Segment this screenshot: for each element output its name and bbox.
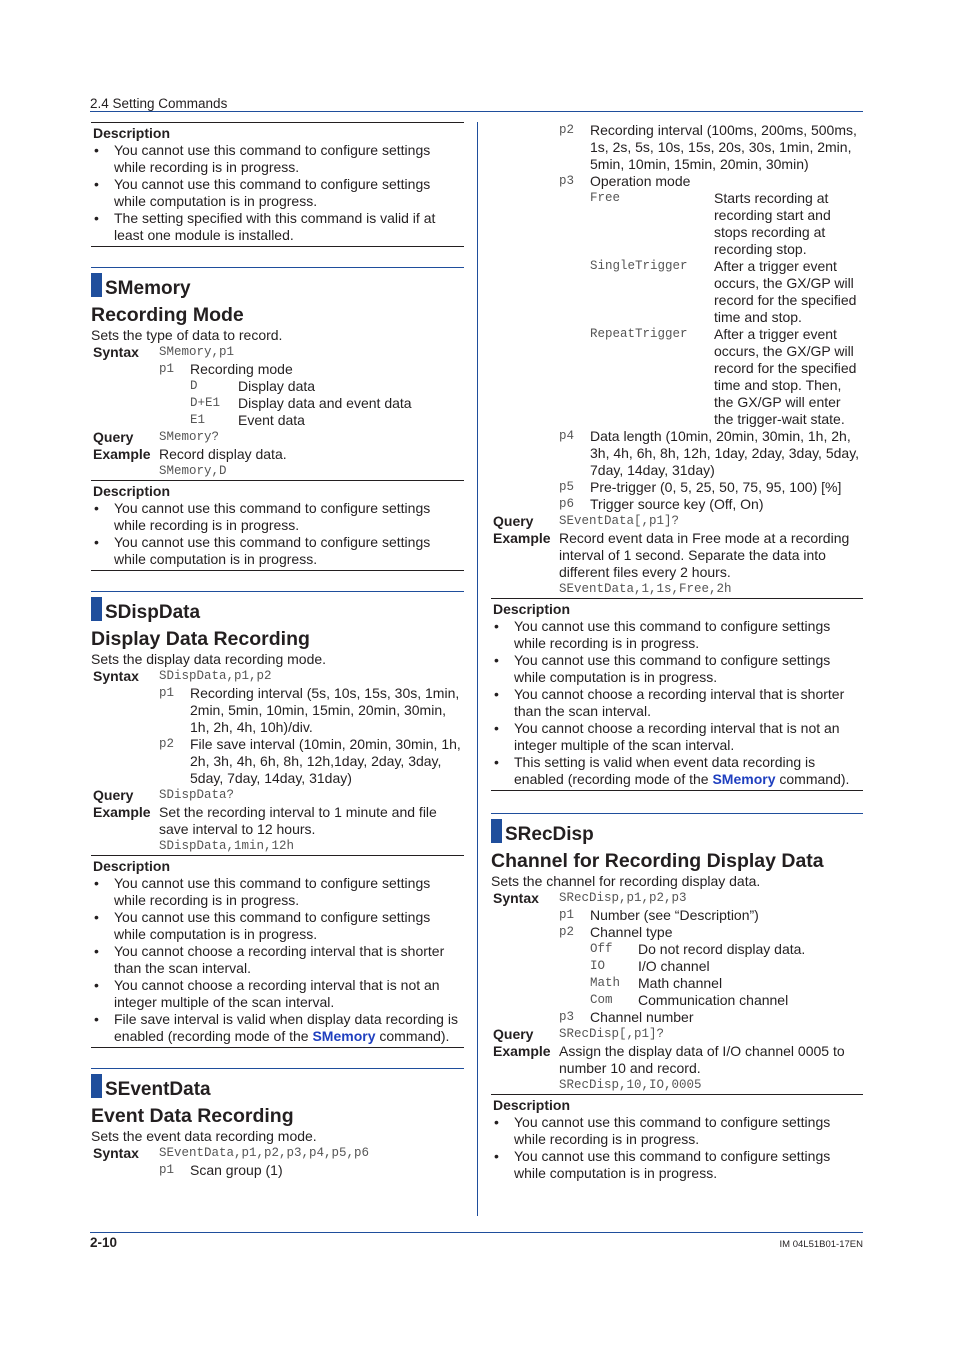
syntax-label: Syntax — [93, 1145, 139, 1161]
footer-rule — [90, 1232, 863, 1233]
list-item: • You cannot choose a recording interval that is not an integer multiple of the scan interval. — [493, 720, 863, 754]
example-label: Example — [493, 1043, 551, 1059]
example-code: SDispData,1min,12h — [159, 839, 295, 853]
list-item — [493, 754, 863, 788]
example-code: SRecDisp,10,IO,0005 — [559, 1078, 702, 1092]
description-heading: Description — [93, 483, 171, 499]
param-row — [491, 122, 863, 173]
intro-text: Sets the event data recording mode. — [91, 1128, 317, 1144]
option-key: Free — [590, 191, 621, 205]
param-row — [491, 173, 863, 190]
example-row — [91, 804, 464, 838]
option-key: Com — [590, 993, 613, 1007]
list-item: • You cannot use this command to configure settings while recording is in progress. — [93, 142, 464, 176]
param-row — [491, 496, 863, 513]
list-item: • You cannot use this command to configure settings while computation is in progress. — [93, 176, 464, 210]
param-row — [91, 1162, 464, 1179]
param-key: p6 — [559, 497, 575, 511]
param-text: Scan group (1) — [190, 1162, 283, 1178]
column-separator — [477, 122, 478, 1216]
query-row — [91, 787, 464, 804]
command-name: SRecDisp — [505, 824, 594, 845]
option-text: Starts recording at recording start and stops recording at recording stop. — [714, 190, 831, 257]
option-key: D+E1 — [190, 396, 221, 410]
top-description — [91, 122, 464, 247]
option-text: I/O channel — [638, 958, 710, 974]
description-heading: Description — [93, 125, 171, 141]
heading-bar — [91, 273, 102, 297]
list-item: • You cannot choose a recording interval that is shorter than the scan interval. — [93, 943, 464, 977]
desc-text: This setting is valid when event data recording is enabled (recording mode of the — [514, 754, 816, 787]
list-item: • You cannot use this command to configure settings while recording is in progress. — [93, 500, 464, 534]
param-text: Recording interval (5s, 10s, 15s, 30s, 1min, 2min, 5min, 10min, 15min, 20min, 30min, 1h, 2h, 4h, 10h)/div. — [190, 685, 460, 735]
param-key: p3 — [559, 1010, 575, 1024]
syntax-row — [91, 1145, 464, 1162]
param-text: Channel type — [590, 924, 673, 940]
list-item: • You cannot choose a recording interval that is not an integer multiple of the scan interval. — [93, 977, 464, 1011]
param-key: p3 — [559, 174, 575, 188]
description-list — [493, 618, 863, 788]
option-text: After a trigger event occurs, the GX/GP will record for the specified time and stop. Then, the GX/GP will enter the trigger-wait state. — [714, 326, 857, 427]
param-text: Pre-trigger (0, 5, 25, 50, 75, 95, 100) [%] — [590, 479, 842, 495]
option-row — [491, 326, 863, 428]
param-text: Operation mode — [590, 173, 691, 189]
query-row — [491, 1026, 863, 1043]
description-seventdata — [491, 598, 863, 791]
desc-text: command). — [375, 1028, 450, 1044]
option-row — [491, 190, 863, 258]
description-smemory — [91, 480, 464, 571]
list-item: • You cannot use this command to configure settings while computation is in progress. — [493, 1148, 863, 1182]
example-row — [491, 1043, 863, 1077]
param-text: Channel number — [590, 1009, 694, 1025]
option-row — [491, 258, 863, 326]
example-text: Set the recording interval to 1 minute and file save interval to 12 hours. — [159, 804, 437, 837]
example-code: SEventData,1,1s,Free,2h — [559, 582, 732, 596]
param-text: File save interval (10min, 20min, 30min, 1h, 2h, 3h, 4h, 6h, 8h, 12h,1day, 2day, 3day, 5day, 7day, 14day, 31day) — [190, 736, 461, 786]
param-row — [91, 361, 464, 378]
query-label: Query — [93, 787, 134, 803]
option-key: D — [190, 379, 198, 393]
param-row — [491, 428, 863, 479]
query-label: Query — [493, 1026, 534, 1042]
param-row — [491, 1009, 863, 1026]
example-text: Record display data. — [159, 446, 287, 462]
option-key: IO — [590, 959, 606, 973]
command-heading-sdispdata — [91, 591, 464, 621]
heading-bar — [91, 1074, 102, 1098]
intro-text: Sets the display data recording mode. — [91, 651, 327, 667]
query-code: SRecDisp[,p1]? — [559, 1027, 665, 1041]
param-text: Recording interval (100ms, 200ms, 500ms, 1s, 2s, 5s, 10s, 15s, 20s, 30s, 1min, 2min, 5min, 10min, 15min, 20min, 30min) — [590, 122, 857, 172]
option-row — [91, 378, 464, 395]
example-row — [491, 530, 863, 581]
example-row — [91, 446, 464, 463]
example-code: SMemory,D — [159, 464, 227, 478]
example-label: Example — [93, 446, 151, 462]
example-text: Assign the display data of I/O channel 0005 to number 10 and record. — [559, 1043, 845, 1076]
function-title: Recording Mode — [91, 304, 244, 326]
param-key: p5 — [559, 480, 575, 494]
option-text: After a trigger event occurs, the GX/GP will record for the specified time and stop. — [714, 258, 857, 325]
option-row — [491, 958, 863, 975]
option-row — [91, 395, 464, 412]
description-list — [93, 500, 464, 568]
function-title: Display Data Recording — [91, 628, 310, 650]
param-key: p2 — [559, 925, 575, 939]
syntax-row — [91, 344, 464, 361]
param-key: p1 — [559, 908, 575, 922]
command-heading-srecdisp — [491, 813, 863, 843]
query-code: SEventData[,p1]? — [559, 514, 680, 528]
description-heading: Description — [493, 601, 571, 617]
heading-bar — [91, 597, 102, 621]
option-row — [491, 992, 863, 1009]
smemory-link[interactable]: SMemory — [712, 771, 776, 787]
command-name: SEventData — [105, 1079, 211, 1100]
param-key: p2 — [159, 737, 175, 751]
example-label: Example — [493, 530, 551, 546]
option-text: Event data — [238, 412, 305, 428]
option-key: Off — [590, 942, 613, 956]
syntax-row — [91, 668, 464, 685]
list-item: • You cannot use this command to configure settings while computation is in progress. — [493, 652, 863, 686]
command-name: SMemory — [105, 278, 191, 299]
intro-text: Sets the channel for recording display data. — [491, 873, 761, 889]
option-text: Do not record display data. — [638, 941, 806, 957]
description-heading: Description — [93, 858, 171, 874]
command-name: SDispData — [105, 602, 201, 623]
example-label: Example — [93, 804, 151, 820]
right-column — [491, 122, 863, 1184]
query-row — [491, 513, 863, 530]
option-key: E1 — [190, 413, 206, 427]
option-key: Math — [590, 976, 621, 990]
option-text: Display data and event data — [238, 395, 412, 411]
param-key: p1 — [159, 686, 175, 700]
param-key: p2 — [559, 123, 575, 137]
param-text: Number (see “Description”) — [590, 907, 759, 923]
option-row — [91, 412, 464, 429]
example-text: Record event data in Free mode at a recording interval of 1 second. Separate the data into different files every 2 hours. — [559, 530, 850, 580]
syntax-row — [491, 890, 863, 907]
list-item: • You cannot use this command to configure settings while recording is in progress. — [93, 875, 464, 909]
option-text: Display data — [238, 378, 316, 394]
desc-text: File save interval is valid when display data recording is enabled (recording mode of the — [114, 1011, 458, 1044]
option-text: Math channel — [638, 975, 723, 991]
description-list — [493, 1114, 863, 1182]
syntax-code: SEventData,p1,p2,p3,p4,p5,p6 — [159, 1146, 370, 1160]
heading-bar — [491, 819, 502, 843]
query-row — [91, 429, 464, 446]
description-list — [93, 875, 464, 1045]
syntax-code: SDispData,p1,p2 — [159, 669, 272, 683]
syntax-label: Syntax — [93, 668, 139, 684]
list-item: • You cannot choose a recording interval that is shorter than the scan interval. — [493, 686, 863, 720]
list-item: • You cannot use this command to configure settings while computation is in progress. — [93, 534, 464, 568]
function-title: Event Data Recording — [91, 1105, 294, 1127]
param-key: p1 — [159, 362, 175, 376]
description-list — [93, 142, 464, 244]
option-row — [491, 975, 863, 992]
query-code: SMemory? — [159, 430, 220, 444]
param-row — [491, 924, 863, 941]
desc-text: command). — [775, 771, 850, 787]
query-label: Query — [93, 429, 134, 445]
query-code: SDispData? — [159, 788, 235, 802]
param-key: p4 — [559, 429, 575, 443]
option-key: RepeatTrigger — [590, 327, 688, 341]
param-text: Trigger source key (Off, On) — [590, 496, 764, 512]
list-item: • The setting specified with this command is valid if at least one module is installed. — [93, 210, 464, 244]
param-row — [91, 685, 464, 736]
param-row — [491, 907, 863, 924]
option-text: Communication channel — [638, 992, 789, 1008]
description-sdispdata — [91, 855, 464, 1048]
option-key: SingleTrigger — [590, 259, 688, 273]
list-item — [93, 1011, 464, 1045]
syntax-label: Syntax — [493, 890, 539, 906]
syntax-code: SRecDisp,p1,p2,p3 — [559, 891, 687, 905]
param-text: Recording mode — [190, 361, 293, 377]
list-item: • You cannot use this command to configure settings while recording is in progress. — [493, 1114, 863, 1148]
param-key: p1 — [159, 1163, 175, 1177]
description-srecdisp — [491, 1094, 863, 1184]
left-column — [91, 122, 464, 1179]
page-number: 2-10 — [90, 1235, 118, 1250]
smemory-link[interactable]: SMemory — [312, 1028, 376, 1044]
function-title: Channel for Recording Display Data — [491, 850, 824, 872]
option-row — [491, 941, 863, 958]
intro-text: Sets the type of data to record. — [91, 327, 283, 343]
list-item: • You cannot use this command to configure settings while recording is in progress. — [493, 618, 863, 652]
param-row — [491, 479, 863, 496]
syntax-label: Syntax — [93, 344, 139, 360]
description-heading: Description — [493, 1097, 571, 1113]
running-header: 2.4 Setting Commands — [90, 96, 863, 112]
command-heading-smemory — [91, 267, 464, 297]
list-item: • You cannot use this command to configure settings while computation is in progress. — [93, 909, 464, 943]
syntax-code: SMemory,p1 — [159, 345, 235, 359]
param-row — [91, 736, 464, 787]
param-text: Data length (10min, 20min, 30min, 1h, 2h, 3h, 4h, 6h, 8h, 12h, 1day, 2day, 3day, 5day, 7day, 14day, 31day) — [590, 428, 860, 478]
query-label: Query — [493, 513, 534, 529]
command-heading-seventdata — [91, 1068, 464, 1098]
document-id: IM 04L51B01-17EN — [779, 1239, 863, 1250]
